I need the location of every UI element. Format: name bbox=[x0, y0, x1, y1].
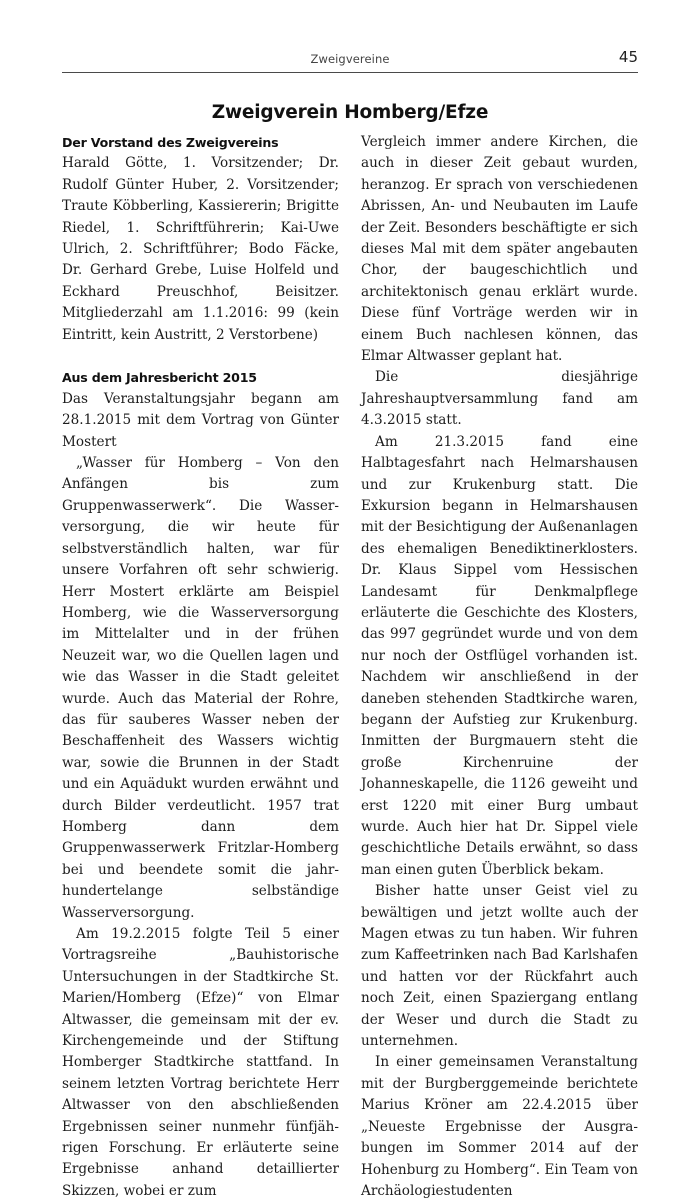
report-paragraph: Die diesjährige Jahreshauptversammlung fand am 4.3.2015 statt. bbox=[361, 369, 638, 429]
report-paragraph: Am 19.2.2015 folgte Teil 5 einer Vortragsreihe „Bauhistorische Untersuchungen in der Stadtkirche St. Marien/Homberg (Efze)“ von Elmar Altwasser, die gemeinsam mit der ev. Kirchengemeinde und der Stiftung Homberger Stadtkirche stattfand. In seinem letzten Vortrag berichtete Herr Altwasser von den abschließenden Ergebnissen seiner nunmehr fünfjährigen Forschung. Er erläuterte seine Ergebnisse anhand detaillierter Skizzen, wobei er zum bbox=[62, 926, 339, 1199]
report-paragraph: Am 21.3.2015 fand eine Halbtagesfahrt nach Helmarshausen und zur Krukenburg statt. Die Exkursion begann in Helmarshausen mit der Besichtigung der Außenanlagen des ehemaligen Benediktinerklosters. Dr. Klaus Sippel vom Hessischen Landesamt für Denkmalpflege erläuterte die Geschichte des Klosters, das 997 gegründet wurde und von dem nur noch der Ostflügel vorhanden ist. Nachdem wir anschließend in der daneben stehenden Stadtkirche waren, begann der Aufstieg zur Krukenburg. Inmitten der Burgmauern steht die große Kirchenruine der Johanneskapelle, die 1126 geweiht und erst 1220 mit einer Burg umbaut wurde. Auch hier hat Dr. Sippel viele geschichtliche Details erwähnt, so dass man einen guten Überblick bekam. bbox=[361, 433, 638, 878]
board-paragraph: Harald Götte, 1. Vorsitzender; Dr. Rudolf Günter Huber, 2. Vorsitzender; Traute Köbberling, Kassiererin; Brigitte Riedel, 1. Schriftführerin; Kai-Uwe Ulrich, 2. Schriftführer; Bodo Fäcke, Dr. Gerhard Grebe, Luise Holfeld und Eckhard Preuschhof, Beisitzer. Mitgliederzahl am 1.1.2016: 99 (kein Eintritt, kein Austritt, 2 Verstorbene) bbox=[62, 155, 339, 343]
page-title: Zweigverein Homberg/Efze bbox=[211, 102, 489, 124]
page-number: 45 bbox=[618, 48, 638, 66]
report-paragraph: Vergleich immer andere Kirchen, die auch in dieser Zeit gebaut wurden, heranzog. Er sprach von verschiedenen Abrissen, An- und Neubauten im Laufe der Zeit. Besonders beschäftigte er sich dieses Mal mit dem später angebauten Chor, der baugeschichtlich und architektonisch genau erklärt wurde. Diese fünf Vorträge werden wir in einem Buch nachlesen können, das Elmar Altwasser geplant hat. bbox=[361, 134, 638, 365]
running-head-section: Zweigvereine bbox=[310, 52, 390, 66]
report-paragraph: Bisher hatte unser Geist viel zu bewältigen und jetzt wollte auch der Magen etwas zu tun haben. Wir fuhren zum Kaffeetrinken nach Bad Karlshafen und hatten vor der Rückfahrt auch noch Zeit, einen Spaziergang entlang der Weser und durch die Stadt zu unternehmen. bbox=[361, 883, 638, 1050]
report-paragraph: In einer gemeinsamen Veranstaltung mit der Burgberggemeinde berichtete Marius Kröner am 22.4.2015 über „Neueste Ergebnisse der Ausgrabungen im Sommer 2014 auf der Hohenburg zu Homberg“. Ein Team von Archäologiestudenten bbox=[361, 1054, 638, 1199]
report-heading: Aus dem Jahresbericht 2015 bbox=[62, 370, 257, 386]
board-heading: Der Vorstand des Zweigvereins bbox=[62, 135, 279, 150]
left-column bbox=[62, 132, 339, 1202]
running-head bbox=[62, 44, 638, 73]
right-column bbox=[361, 132, 638, 1202]
report-paragraph: Das Veranstaltungsjahr begann am 28.1.2015 mit dem Vortrag von Günter Mostert bbox=[62, 390, 339, 450]
report-paragraph: „Wasser für Homberg – Von den Anfängen bis zum Gruppenwasserwerk“. Die Wasserversorgung, die wir heute für selbstverständlich halten, war für unsere Vorfahren oft sehr schwierig. Herr Mostert erklärte am Beispiel Homberg, wie die Wasserversorgung im Mittelalter und in der frühen Neuzeit war, wo die Quellen lagen und wie das Wasser in die Stadt geleitet wurde. Auch das Material der Rohre, das für sauberes Wasser neben der Beschaffenheit des Wassers wichtig war, sowie die Brunnen in der Stadt und ein Aquädukt wurden erwähnt und durch Bilder verdeutlicht. 1957 trat Homberg dann dem Gruppenwasserwerk Fritzlar-Homberg bei und beendete somit die jahrhundertelange selbständige Wasserversorgung. bbox=[62, 455, 339, 921]
section-spacer bbox=[62, 346, 339, 367]
